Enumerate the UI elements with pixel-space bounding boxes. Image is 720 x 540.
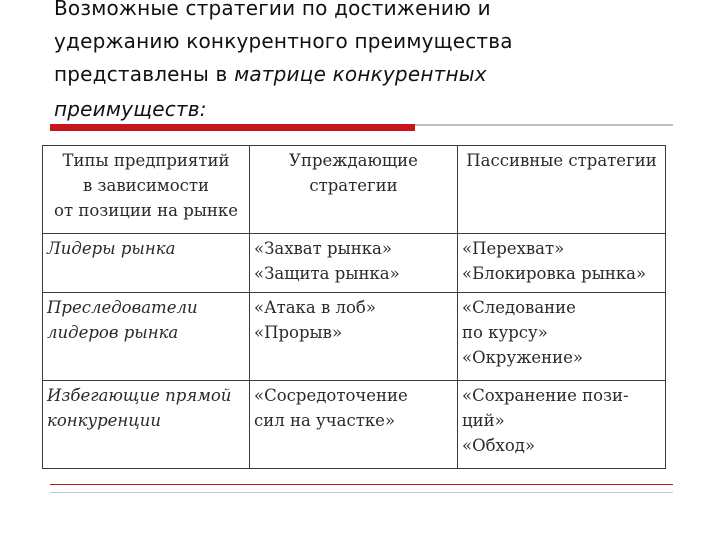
heading-line-3-italic: матрице конкурентных: [234, 62, 487, 86]
competitive-advantage-matrix: [42, 145, 666, 469]
row-type-line: Лидеры рынка: [47, 238, 176, 258]
row-type-cell: [43, 293, 250, 381]
header-cell-passive: [458, 146, 666, 234]
footer-rule-red: [50, 484, 673, 485]
row-passive-line: по курсу»: [462, 323, 548, 343]
slide-heading: [54, 0, 694, 126]
header-proactive-line: стратегии: [309, 176, 398, 195]
footer-rule-gray: [50, 492, 673, 493]
row-proactive-cell: [250, 293, 458, 381]
header-types-line: Типы предприятий: [62, 151, 230, 170]
heading-line-3-plain: представлены в: [54, 62, 235, 86]
row-passive-cell: [458, 233, 666, 293]
row-type-line: Избегающие прямой: [47, 386, 232, 406]
matrix-header-row: [43, 146, 666, 234]
header-types-line: от позиции на рынке: [54, 201, 238, 220]
header-types-line: в зависимости: [82, 176, 210, 195]
header-cell-types: [43, 146, 250, 234]
table-row: [43, 233, 666, 293]
row-proactive-line: «Защита рынка»: [254, 263, 400, 283]
heading-line-4-italic: преимуществ:: [54, 97, 207, 121]
row-type-line: Преследователи: [47, 298, 198, 318]
table-row: [43, 293, 666, 381]
row-passive-line: «Обход»: [462, 436, 536, 456]
heading-line-2: удержанию конкурентного преимущества: [54, 29, 513, 53]
table-row: [43, 381, 666, 469]
heading-line-1: Возможные стратегии по достижению и: [54, 0, 491, 20]
row-passive-line: «Окружение»: [462, 348, 584, 368]
accent-rule-gray: [415, 124, 673, 126]
row-type-cell: [43, 381, 250, 469]
row-proactive-line: «Прорыв»: [254, 323, 343, 343]
header-proactive-line: Упреждающие: [289, 151, 418, 170]
row-passive-line: «Блокировка рынка»: [462, 263, 647, 283]
row-proactive-line: «Захват рынка»: [254, 238, 392, 258]
accent-rule-red: [50, 124, 415, 131]
row-passive-line: ций»: [462, 411, 505, 431]
row-type-cell: [43, 233, 250, 293]
row-type-line: конкуренции: [47, 411, 162, 431]
row-passive-cell: [458, 293, 666, 381]
header-cell-proactive: [250, 146, 458, 234]
row-type-line: лидеров рынка: [47, 323, 179, 343]
row-proactive-cell: [250, 233, 458, 293]
header-passive-line: Пассивные стратегии: [466, 151, 657, 170]
row-passive-line: «Следование: [462, 298, 576, 318]
row-passive-cell: [458, 381, 666, 469]
row-passive-line: «Сохранение пози-: [462, 386, 629, 406]
row-proactive-line: «Сосредоточение: [254, 386, 408, 406]
row-proactive-cell: [250, 381, 458, 469]
row-proactive-line: «Атака в лоб»: [254, 298, 376, 318]
row-proactive-line: сил на участке»: [254, 411, 396, 431]
row-passive-line: «Перехват»: [462, 238, 565, 258]
